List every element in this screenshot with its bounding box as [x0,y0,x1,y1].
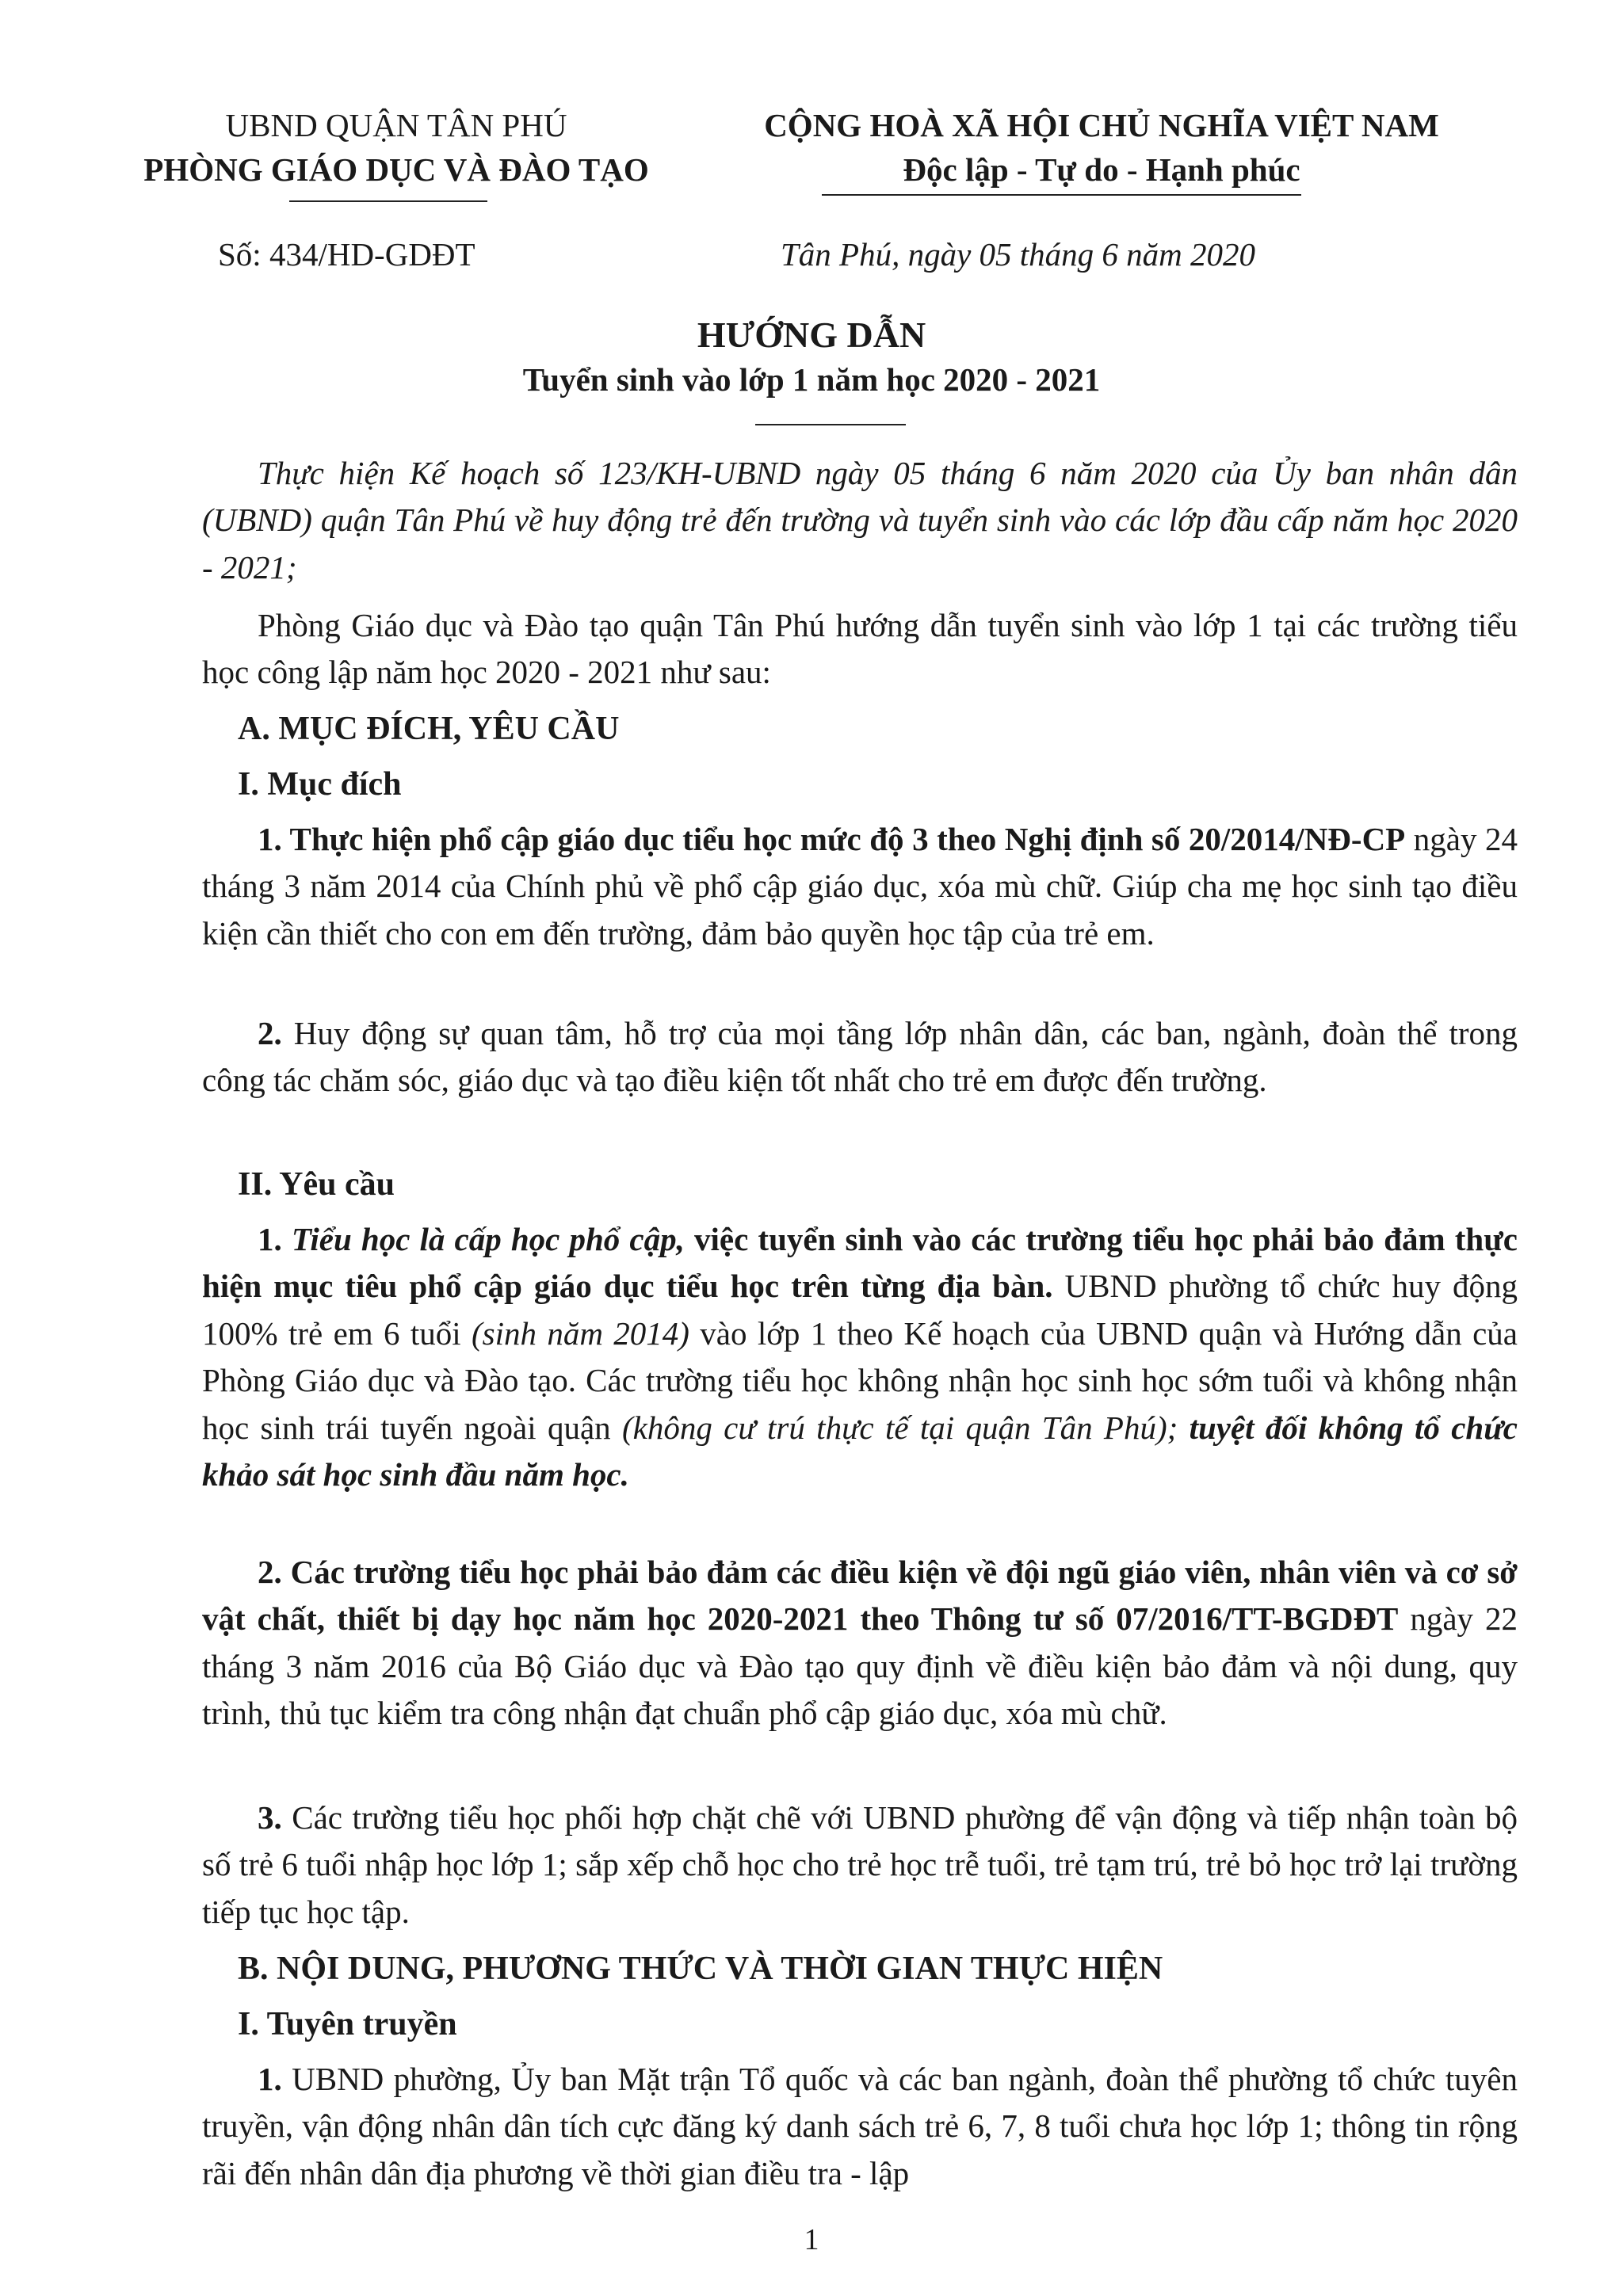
national-motto [697,103,1506,192]
item-number: 1. [258,1221,292,1257]
item-text: vào lớp 1 theo Kế hoạch của UBND quận và Hướng dẫn của Phòng Giáo dục và Đào tạo. Các trường tiểu học không nhận học sinh học sớm tuổi và không nhận học sinh trái tuyến ngoài quận [202,1314,1518,1446]
tuyen-truyen-item-1 [202,2056,1518,2197]
item-text: UBND phường, Ủy ban Mặt trận Tổ quốc và các ban ngành, đoàn thể phường tổ chức tuyên truyền, vận động nhân dân tích cực đăng ký danh sách trẻ 6, 7, 8 tuổi chưa học lớp 1; thông tin rộng rãi đến nhân dân địa phương về thời gian điều tra - lập [202,2061,1518,2191]
org-line-2: PHÒNG GIÁO DỤC VÀ ĐÀO TẠO [143,151,649,188]
item-text: ngày 22 tháng 3 năm 2016 của Bộ Giáo dục và Đào tạo quy định về điều kiện bảo đảm và nội dung, quy trình, thủ tục kiểm tra công nhận đạt chuẩn phổ cập giáo dục, xóa mù chữ. [202,1600,1518,1732]
page-number: 1 [804,2223,819,2256]
item-text: ngày 24 tháng 3 năm 2014 của Chính phủ về phổ cập giáo dục, xóa mù chữ. Giúp cha mẹ học sinh tạo điều kiện cần thiết cho con em đến trường, đảm bảo quyền học tập của trẻ em. [202,821,1518,952]
item-text: Các trường tiểu học phối hợp chặt chẽ với UBND phường để vận động và tiếp nhận toàn bộ số trẻ 6 tuổi nhập học lớp 1; sắp xếp chỗ học cho trẻ học trễ tuổi, trẻ tạm trú, trẻ bỏ học trở lại trường tiếp tục học tập. [202,1799,1518,1930]
item-text: UBND phường tổ chức huy động 100% trẻ em 6 tuổi [202,1268,1518,1352]
title-rule [755,424,906,425]
document-title: HƯỚNG DẪN [697,315,926,355]
muc-dich-heading: I. Mục đích [238,766,402,803]
item-italic: (không cư trú thực tế tại quận Tân Phú); [621,1409,1178,1446]
intro-paragraph-2 [202,602,1518,696]
muc-dich-item-1 [202,816,1518,957]
muc-dich-item-2 [202,1010,1518,1104]
item-bold-italic: tuyệt đối không tổ chức khảo sát học sinh đầu năm học. [202,1409,1518,1493]
item-number: 3. [258,1799,282,1836]
document-subtitle: Tuyển sinh vào lớp 1 năm học 2020 - 2021 [522,361,1101,398]
yeu-cau-item-2 [202,1549,1518,1737]
section-a-heading: A. MỤC ĐÍCH, YÊU CẦU [238,711,620,747]
item-bold-text: 2. Các trường tiểu học phải bảo đảm các điều kiện về đội ngũ giáo viên, nhân viên và cơ sở vật chất, thiết bị dạy học năm học 2020-2021 theo Thông tư số 07/2016/TT-BGDĐT [202,1554,1518,1638]
section-b-heading: B. NỘI DUNG, PHƯƠNG THỨC VÀ THỜI GIAN THỰC HIỆN [238,1951,1163,1987]
intro-text-2: Phòng Giáo dục và Đào tạo quận Tân Phú hướng dẫn tuyển sinh vào lớp 1 tại các trường tiểu học công lập năm học 2020 - 2021 như sau: [202,607,1518,691]
intro-text-1: Thực hiện Kế hoạch số 123/KH-UBND ngày 05 tháng 6 năm 2020 của Ủy ban nhân dân (UBND) quận Tân Phú về huy động trẻ đến trường và tuyển sinh vào các lớp đầu cấp năm học 2020 - 2021; [202,455,1518,585]
item-number: 1. [258,2061,282,2097]
item-bold-text: 1. Thực hiện phổ cập giáo dục tiểu học mức độ 3 theo Nghị định số 20/2014/NĐ-CP [258,821,1406,857]
item-number: 2. [258,1015,282,1051]
header-right-rule [822,194,1301,196]
yeu-cau-item-1 [202,1216,1518,1499]
org-line-1: UBND QUẬN TÂN PHÚ [225,107,567,143]
issuing-authority [111,103,682,192]
tuyen-truyen-heading: I. Tuyên truyền [238,2006,457,2042]
nation-line-2: Độc lập - Tự do - Hạnh phúc [903,151,1300,188]
item-italic: (sinh năm 2014) [471,1314,689,1352]
header-left-rule [289,200,487,202]
intro-paragraph-1 [202,450,1518,591]
place-date: Tân Phú, ngày 05 tháng 6 năm 2020 [781,236,1256,273]
item-text: Huy động sự quan tâm, hỗ trợ của mọi tầng lớp nhân dân, các ban, ngành, đoàn thể trong công tác chăm sóc, giáo dục và tạo điều kiện tốt nhất cho trẻ em được đến trường. [202,1015,1518,1099]
yeu-cau-heading: II. Yêu cầu [238,1166,395,1203]
nation-line-1: CỘNG HOÀ XÃ HỘI CHỦ NGHĨA VIỆT NAM [764,107,1439,143]
item-bold-text: việc tuyển sinh vào các trường tiểu học phải bảo đảm thực hiện mục tiêu phổ cập giáo dục tiểu học trên từng địa bàn. [202,1221,1518,1305]
item-bold-italic: Tiểu học là cấp học phổ cập, [291,1221,685,1257]
yeu-cau-item-3 [202,1794,1518,1936]
document-number: Số: 434/HD-GDĐT [218,236,475,273]
